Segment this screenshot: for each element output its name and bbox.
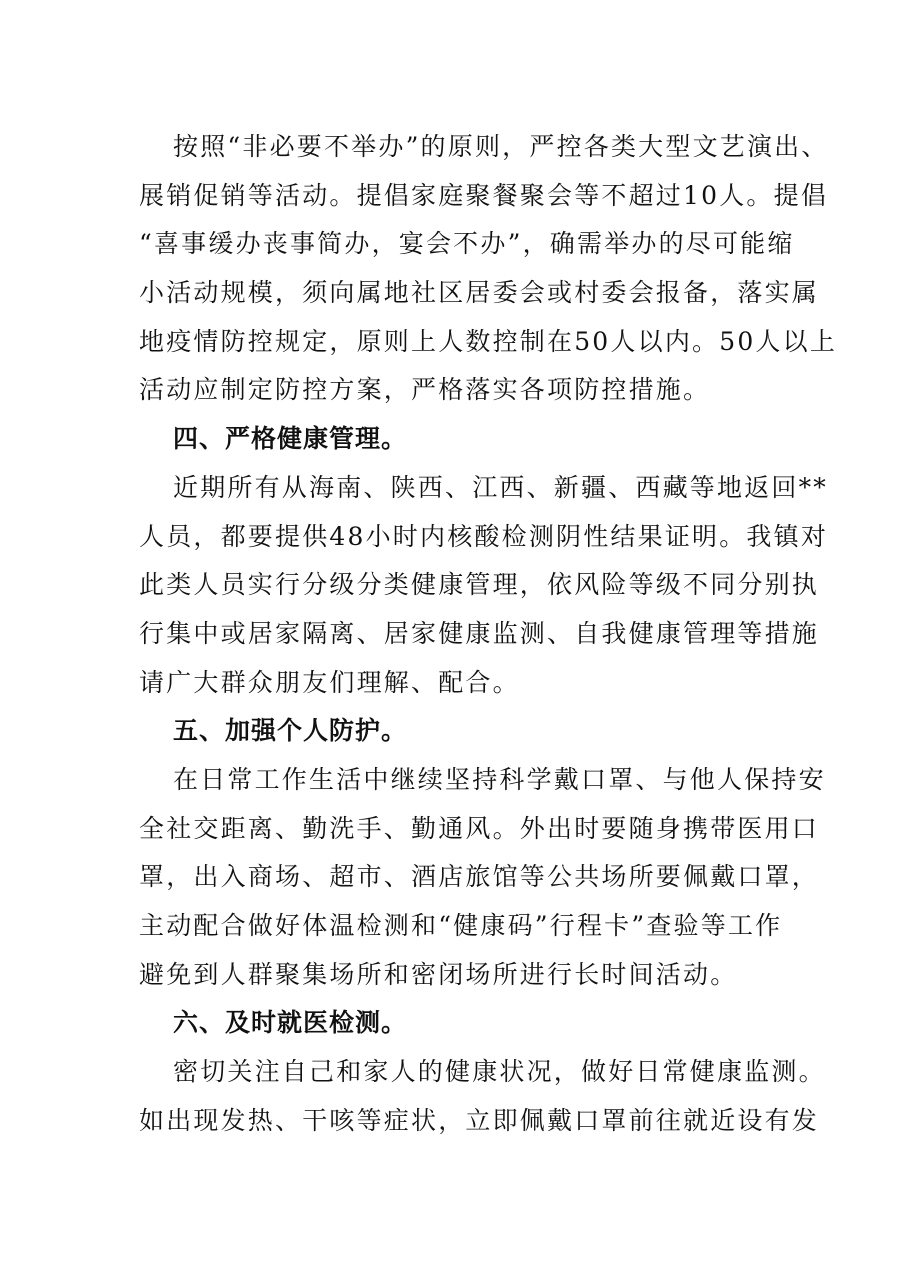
paragraph-line: 如出现发热、干咳等症状，立即佩戴口罩前往就近设有发	[139, 1105, 820, 1135]
paragraph-line: 在日常工作生活中继续坚持科学戴口罩、与他人保持安	[173, 764, 826, 794]
section-heading: 六、及时就医检测。	[173, 1008, 408, 1038]
paragraph-line: 避免到人群聚集场所和密闭场所进行长时间活动。	[139, 959, 738, 989]
section-heading: 四、严格健康管理。	[173, 424, 408, 454]
paragraph-line: 此类人员实行分级分类健康管理，依风险等级不同分别执	[139, 570, 820, 600]
paragraph-line: 按照“非必要不举办”的原则，严控各类大型文艺演出、	[173, 132, 829, 161]
paragraph-line: 罩，出入商场、超市、酒店旅馆等公共场所要佩戴口罩，	[139, 862, 820, 892]
paragraph-line: 活动应制定防控方案，严格落实各项防控措施。	[139, 375, 711, 405]
paragraph-line: 全社交距离、勤洗手、勤通风。外出时要随身携带医用口	[139, 813, 820, 843]
paragraph-line: 展销促销等活动。提倡家庭聚餐聚会等不超过10人。提倡	[139, 180, 829, 210]
paragraph-line: 地疫情防控规定，原则上人数控制在50人以内。50人以上	[139, 326, 838, 356]
paragraph-line: 密切关注自己和家人的健康状况，做好日常健康监测。	[173, 1057, 826, 1087]
paragraph-line: 请广大群众朋友们理解、配合。	[139, 667, 520, 697]
section-heading: 五、加强个人防护。	[173, 716, 408, 746]
paragraph-line: 人员，都要提供48小时内核酸检测阴性结果证明。我镇对	[139, 521, 829, 551]
paragraph-line: 主动配合做好体温检测和“健康码”行程卡”查验等工作	[139, 911, 783, 940]
paragraph-line: 行集中或居家隔离、居家健康监测、自我健康管理等措施	[139, 618, 820, 648]
paragraph-line: 小活动规模，须向属地社区居委会或村委会报备，落实属	[139, 278, 820, 308]
document-body	[139, 123, 838, 1145]
paragraph-line: 近期所有从海南、陕西、江西、新疆、西藏等地返回**	[173, 472, 829, 502]
paragraph-line: “喜事缓办丧事简办，宴会不办”，确需举办的尽可能缩	[139, 229, 795, 259]
